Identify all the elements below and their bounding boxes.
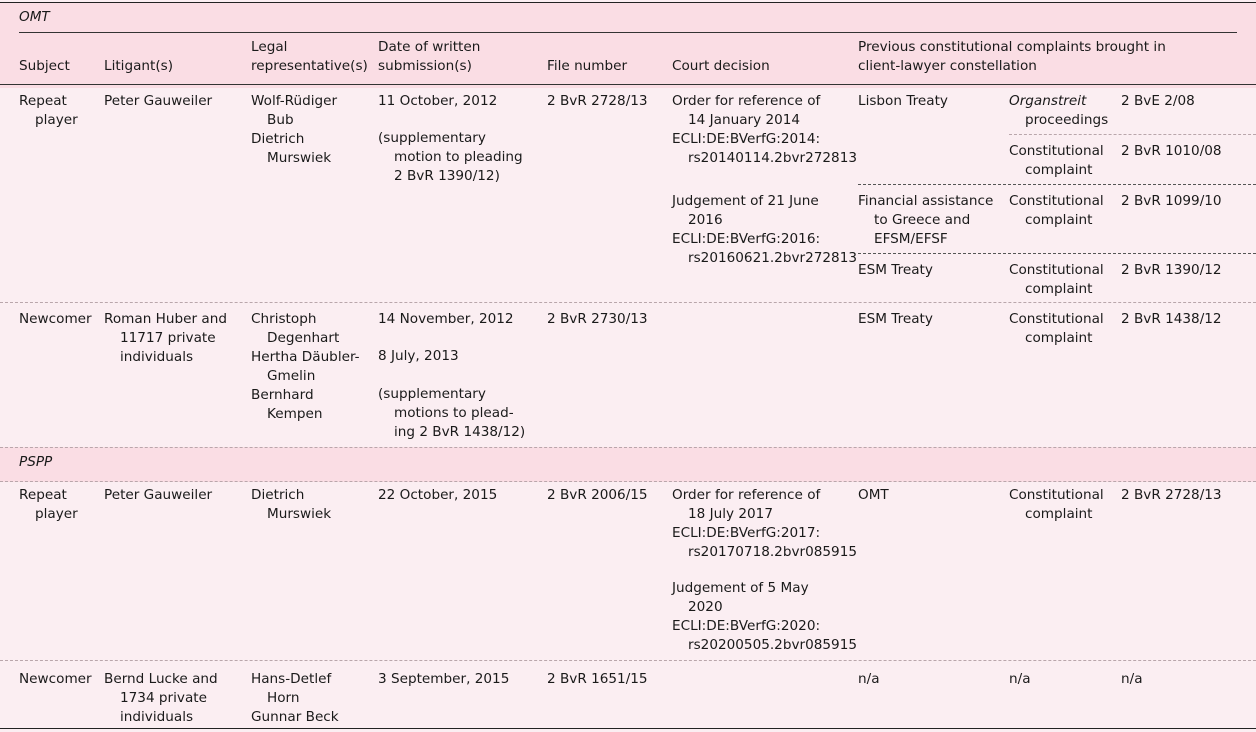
- pspp-r2-date: 3 September, 2015: [378, 671, 510, 687]
- row-divider: [858, 253, 1256, 254]
- pspp-r2-prev-subject: n/a: [858, 671, 880, 687]
- header-litigants: Litigant(s): [104, 58, 174, 74]
- omt-r1-prev-type-1: Constitutional complaint: [1009, 143, 1104, 178]
- omt-r1-litigant: Peter Gauweiler: [104, 93, 213, 109]
- pspp-r2-subject: Newcomer: [19, 671, 92, 687]
- table-bottom-rule: [0, 728, 1256, 729]
- omt-r1-prev-file-1: 2 BvR 1010/08: [1121, 143, 1222, 159]
- section-label-omt: OMT: [19, 9, 50, 25]
- omt-r1-prev-subject-2: Financial assistance to Greece and EFSM/EFSF: [858, 193, 994, 247]
- header-rule: [19, 32, 1237, 33]
- pspp-r1-decision-judgement: Judgement of 5 May 2020 ECLI:DE:BVerfG:2020: rs20200505.2bvr085915: [672, 580, 857, 653]
- omt-r1-file-number: 2 BvR 2728/13: [547, 93, 648, 109]
- pspp-r2-prev-type: n/a: [1009, 671, 1031, 687]
- omt-r1-prev-type-2: Constitutional complaint: [1009, 193, 1104, 228]
- omt-r2-subject: Newcomer: [19, 311, 92, 327]
- header-court-decision: Court decision: [672, 58, 770, 74]
- pspp-r2-prev-file: n/a: [1121, 671, 1143, 687]
- pspp-r1-decision-order: Order for reference of 18 July 2017 ECLI:DE:BVerfG:2017: rs20170718.2bvr085915: [672, 487, 857, 560]
- omt-r1-prev-subject-3: ESM Treaty: [858, 262, 933, 278]
- row-divider: [0, 481, 1256, 482]
- omt-r1-prev-subject-0: Lisbon Treaty: [858, 93, 948, 109]
- omt-r1-decision-judgement: Judgement of 21 June 2016 ECLI:DE:BVerfG:2016: rs20160621.2bvr272813: [672, 193, 857, 266]
- section-label-pspp: PSPP: [19, 454, 53, 470]
- omt-r1-decision-order: Order for reference of 14 January 2014 ECLI:DE:BVerfG:2014: rs20140114.2bvr272813: [672, 93, 857, 166]
- omt-r2-prev-type: Constitutional complaint: [1009, 311, 1104, 346]
- pspp-r2-representatives: Hans-Detlef Horn Gunnar Beck: [251, 671, 339, 725]
- pspp-r1-litigant: Peter Gauweiler: [104, 487, 213, 503]
- pspp-r1-file-number: 2 BvR 2006/15: [547, 487, 648, 503]
- header-previous-complaints: Previous constitutional complaints brought in client-lawyer constellation: [858, 39, 1166, 74]
- pspp-r1-subject: Repeat player: [19, 487, 78, 522]
- pspp-r1-prev-subject: OMT: [858, 487, 889, 503]
- omt-r2-date-1: 14 November, 2012: [378, 311, 514, 327]
- omt-r1-representatives: Wolf-Rüdiger Bub Dietrich Murswiek: [251, 93, 338, 166]
- pspp-r1-date: 22 October, 2015: [378, 487, 498, 503]
- omt-r1-prev-file-3: 2 BvR 1390/12: [1121, 262, 1222, 278]
- header-bottom-rule: [0, 84, 1256, 85]
- header-file-number: File number: [547, 58, 628, 74]
- omt-r2-date-2: 8 July, 2013: [378, 348, 459, 364]
- omt-r1-prev-file-0: 2 BvE 2/08: [1121, 93, 1195, 109]
- omt-r2-representatives: Christoph Degenhart Hertha Däubler- Gmelin Bernhard Kempen: [251, 311, 360, 422]
- pspp-r2-file-number: 2 BvR 1651/15: [547, 671, 648, 687]
- header-date-submission: Date of written submission(s): [378, 39, 481, 74]
- omt-r2-date-note: (supplementary motions to plead- ing 2 BvR 1438/12): [378, 386, 526, 440]
- omt-r2-file-number: 2 BvR 2730/13: [547, 311, 648, 327]
- pspp-r2-litigant: Bernd Lucke and 1734 private individuals: [104, 671, 218, 725]
- row-divider: [0, 447, 1256, 448]
- omt-r1-date: 11 October, 2012: [378, 93, 498, 109]
- row-divider: [0, 660, 1256, 661]
- header-subject: Subject: [19, 58, 70, 74]
- pspp-r1-prev-file: 2 BvR 2728/13: [1121, 487, 1222, 503]
- row-divider: [1009, 134, 1256, 135]
- pspp-r1-representatives: Dietrich Murswiek: [251, 487, 332, 522]
- pspp-r1-prev-type: Constitutional complaint: [1009, 487, 1104, 522]
- omt-r1-subject: Repeat player: [19, 93, 78, 128]
- omt-r2-litigant: Roman Huber and 11717 private individuals: [104, 311, 227, 365]
- omt-r2-prev-file: 2 BvR 1438/12: [1121, 311, 1222, 327]
- omt-r2-prev-subject: ESM Treaty: [858, 311, 933, 327]
- omt-r1-prev-type-0: Organstreit proceedings: [1009, 93, 1109, 128]
- pspp-section-band: [0, 447, 1256, 482]
- omt-r1-date-note: (supplementary motion to pleading 2 BvR 1390/12): [378, 130, 523, 184]
- row-divider: [858, 184, 1256, 185]
- table-top-rule: [0, 2, 1256, 3]
- row-divider: [0, 302, 1256, 303]
- omt-r1-prev-file-2: 2 BvR 1099/10: [1121, 193, 1222, 209]
- omt-r1-prev-type-3: Constitutional complaint: [1009, 262, 1104, 297]
- header-legal-representative: Legal representative(s): [251, 39, 368, 74]
